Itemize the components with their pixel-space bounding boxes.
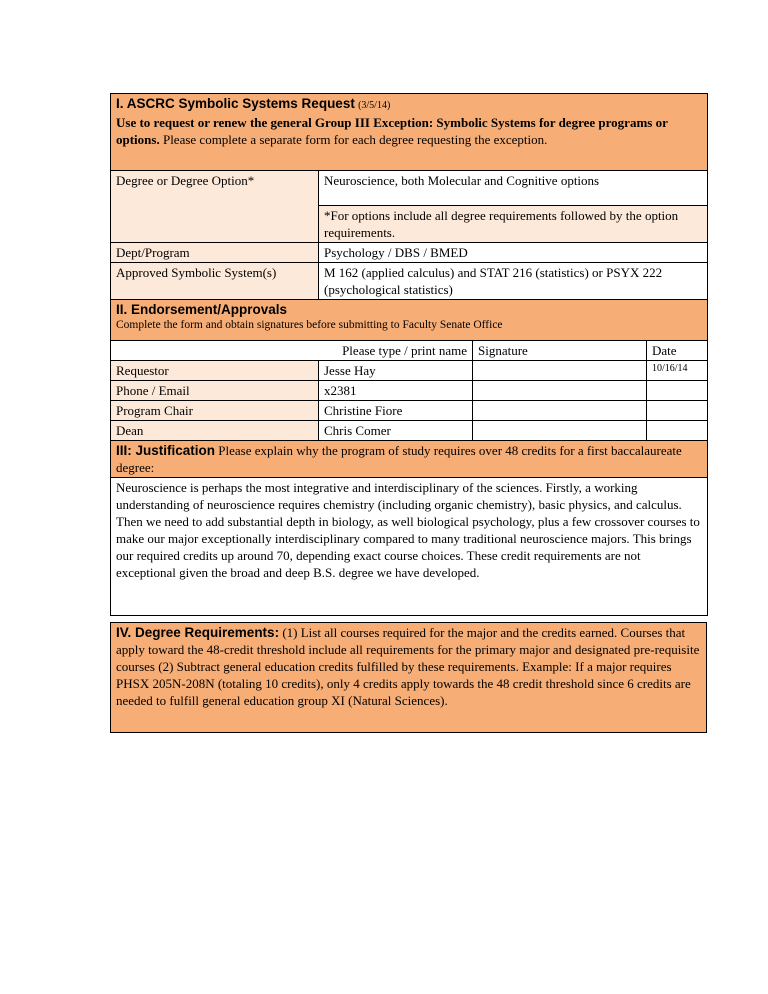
phone-email-value: x2381 [319, 381, 473, 401]
degree-option-note: *For options include all degree requirements followed by the option requirements. [319, 206, 708, 243]
program-chair-name: Christine Fiore [319, 401, 473, 421]
section4-header [111, 623, 707, 733]
dept-program-value: Psychology / DBS / BMED [319, 243, 708, 263]
section1-title: I. ASCRC Symbolic Systems Request [116, 96, 355, 111]
date-header: Date [647, 341, 708, 361]
dean-label: Dean [111, 421, 319, 441]
section1-date: (3/5/14) [358, 100, 391, 111]
degree-option-label: Degree or Degree Option* [111, 171, 319, 243]
dean-signature [473, 421, 647, 441]
requestor-name: Jesse Hay [319, 361, 473, 381]
program-chair-date [647, 401, 708, 421]
section2-header [111, 300, 708, 341]
section4-title: IV. Degree Requirements: [116, 625, 280, 640]
dean-date [647, 421, 708, 441]
section1-intro-bold: Use to request or renew the general Group III Exception: Symbolic Systems for degree programs or options. [116, 115, 668, 147]
form-table [110, 93, 708, 616]
section3-title: III: Justification [116, 443, 216, 458]
section3-instruction: Please explain why the program of study requires over 48 credits for a first baccalaureate degree: [116, 443, 682, 475]
requestor-date: 10/16/14 [647, 361, 708, 381]
section1-title-line [116, 95, 702, 114]
requestor-label: Requestor [111, 361, 319, 381]
requestor-signature [473, 361, 647, 381]
dept-program-label: Dept/Program [111, 243, 319, 263]
phone-email-label: Phone / Email [111, 381, 319, 401]
section1-header [111, 94, 708, 171]
section4-table [110, 622, 707, 733]
symbolic-system-value: M 162 (applied calculus) and STAT 216 (statistics) or PSYX 222 (psychological statistics) [319, 263, 708, 300]
phone-email-date [647, 381, 708, 401]
program-chair-row [111, 401, 708, 421]
section1-intro-rest: Please complete a separate form for each degree requesting the exception. [159, 132, 548, 147]
phone-email-row [111, 381, 708, 401]
ascrc-form [110, 93, 707, 733]
print-name-header: Please type / print name [111, 341, 473, 361]
dean-name: Chris Comer [319, 421, 473, 441]
dean-row [111, 421, 708, 441]
phone-email-signature [473, 381, 647, 401]
section1-intro [116, 114, 702, 148]
program-chair-signature [473, 401, 647, 421]
section4-instructions: (1) List all courses required for the major and the credits earned. Courses that apply toward the 48-credit threshold include all requirements for the primary major and designated pre-requisite courses (2) Subtract general education credits fulfilled by these requirements. Example: If a major requires PHSX 205N-208N (totaling 10 credits), only 4 credits apply towards the 48 credit threshold since 6 credits are needed to fulfill general education group XI (Natural Sciences). [116, 625, 700, 708]
symbolic-system-label: Approved Symbolic System(s) [111, 263, 319, 300]
section3-header [111, 441, 708, 478]
program-chair-label: Program Chair [111, 401, 319, 421]
degree-option-value: Neuroscience, both Molecular and Cognitive options [319, 171, 708, 206]
signature-header: Signature [473, 341, 647, 361]
requestor-row [111, 361, 708, 381]
section2-title: II. Endorsement/Approvals [116, 302, 288, 317]
section2-subtitle: Complete the form and obtain signatures before submitting to Faculty Senate Office [116, 319, 503, 331]
justification-text: Neuroscience is perhaps the most integrative and interdisciplinary of the sciences. Firstly, a working understanding of neuroscience requires chemistry (including organic chemistry), basic physics, and calculus. Then we need to add substantial depth in biology, as well biological psychology, plus a few crossover courses to make our major exceptionally interdisciplinary compared to many traditional neuroscience majors. This brings our required credits up around 70, depending exact course choices. These credit requirements are not exceptional given the broad and deep B.S. degree we have developed. [111, 478, 708, 616]
